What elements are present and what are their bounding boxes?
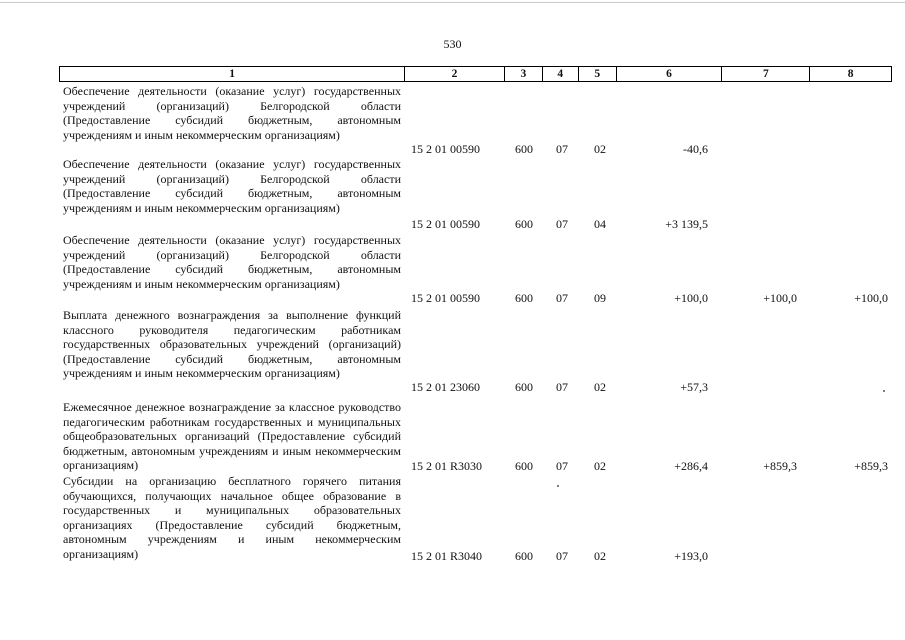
row-value-6: -40,6 [683, 142, 708, 156]
page-number: 530 [443, 37, 462, 51]
row-description: Выплата денежного вознаграждения за выполнение функций классного руководителя педагогическим работникам государственных образовательных учреждений (организаций) (Предоставление субсидий бюджетным, автономным учреждениям и иным некоммерческим организациям) [63, 308, 401, 380]
row-code: 15 2 01 00590 [411, 142, 480, 156]
row-rz: 07 [556, 142, 568, 156]
row-code: 15 2 01 00590 [411, 217, 480, 231]
row-vr: 600 [515, 549, 533, 563]
row-pr: 02 [594, 459, 606, 473]
column-header-8: 8 [847, 68, 854, 80]
row-pr: 09 [594, 291, 606, 305]
row-vr: 600 [515, 380, 533, 394]
column-header-6: 6 [617, 67, 723, 81]
column-header-4: 4 [543, 67, 579, 81]
row-value-8: +100,0 [854, 291, 888, 305]
row-code: 15 2 01 R3040 [411, 549, 483, 563]
row-value-8: +859,3 [854, 459, 888, 473]
row-rz: 07 [556, 217, 568, 231]
row-rz: 07 [556, 380, 568, 394]
row-value-6: +100,0 [674, 291, 708, 305]
row-description: Обеспечение деятельности (оказание услуг) государственных учреждений (организаций) Белгородской области (Предоставление субсидий бюджетным, автономным учреждениям и иным некоммерческим организациям) [63, 84, 401, 142]
table-header [59, 66, 892, 82]
row-pr: 02 [594, 380, 606, 394]
row-value-6: +3 139,5 [665, 217, 708, 231]
row-value-6: +57,3 [680, 380, 708, 394]
scan-top-edge [0, 2, 905, 3]
row-vr: 600 [515, 217, 533, 231]
row-rz: 07 [556, 459, 568, 473]
row-code: 15 2 01 23060 [411, 380, 480, 394]
row-pr: 04 [594, 217, 606, 231]
column-header-7: 7 [722, 67, 810, 81]
column-header-3: 3 [505, 67, 543, 81]
row-code: 15 2 01 R3030 [411, 459, 483, 473]
row-rz: 07 [556, 549, 568, 563]
row-rz: 07 [556, 291, 568, 305]
column-header-1: 1 [60, 67, 405, 81]
column-header-2: 2 [405, 67, 505, 81]
scan-speck [883, 390, 885, 392]
row-value-7: +100,0 [763, 291, 797, 305]
column-header-5: 5 [579, 67, 617, 81]
row-vr: 600 [515, 142, 533, 156]
scan-speck [557, 485, 559, 487]
row-description: Ежемесячное денежное вознаграждение за классное руководство педагогическим работникам государственных и муниципальных общеобразовательных организаций (Предоставление субсидий бюджетным, автономным учреждениям и иным некоммерческим организациям) [63, 400, 401, 472]
row-vr: 600 [515, 459, 533, 473]
row-vr: 600 [515, 291, 533, 305]
row-value-6: +286,4 [674, 459, 708, 473]
row-description: Обеспечение деятельности (оказание услуг) государственных учреждений (организаций) Белгородской области (Предоставление субсидий бюджетным, автономным учреждениям и иным некоммерческим организациям) [63, 233, 401, 291]
row-code: 15 2 01 00590 [411, 291, 480, 305]
row-pr: 02 [594, 549, 606, 563]
row-value-6: +193,0 [674, 549, 708, 563]
row-value-7: +859,3 [763, 459, 797, 473]
row-description: Субсидии на организацию бесплатного горячего питания обучающихся, получающих начальное общее образование в государственных и муниципальных образовательных организациях (Предоставление субсидий бюджетным, автономным учреждениям и иным некоммерческим организациям) [63, 474, 401, 561]
row-pr: 02 [594, 142, 606, 156]
row-description: Обеспечение деятельности (оказание услуг) государственных учреждений (организаций) Белгородской области (Предоставление субсидий бюджетным, автономным учреждениям и иным некоммерческим организациям) [63, 157, 401, 215]
